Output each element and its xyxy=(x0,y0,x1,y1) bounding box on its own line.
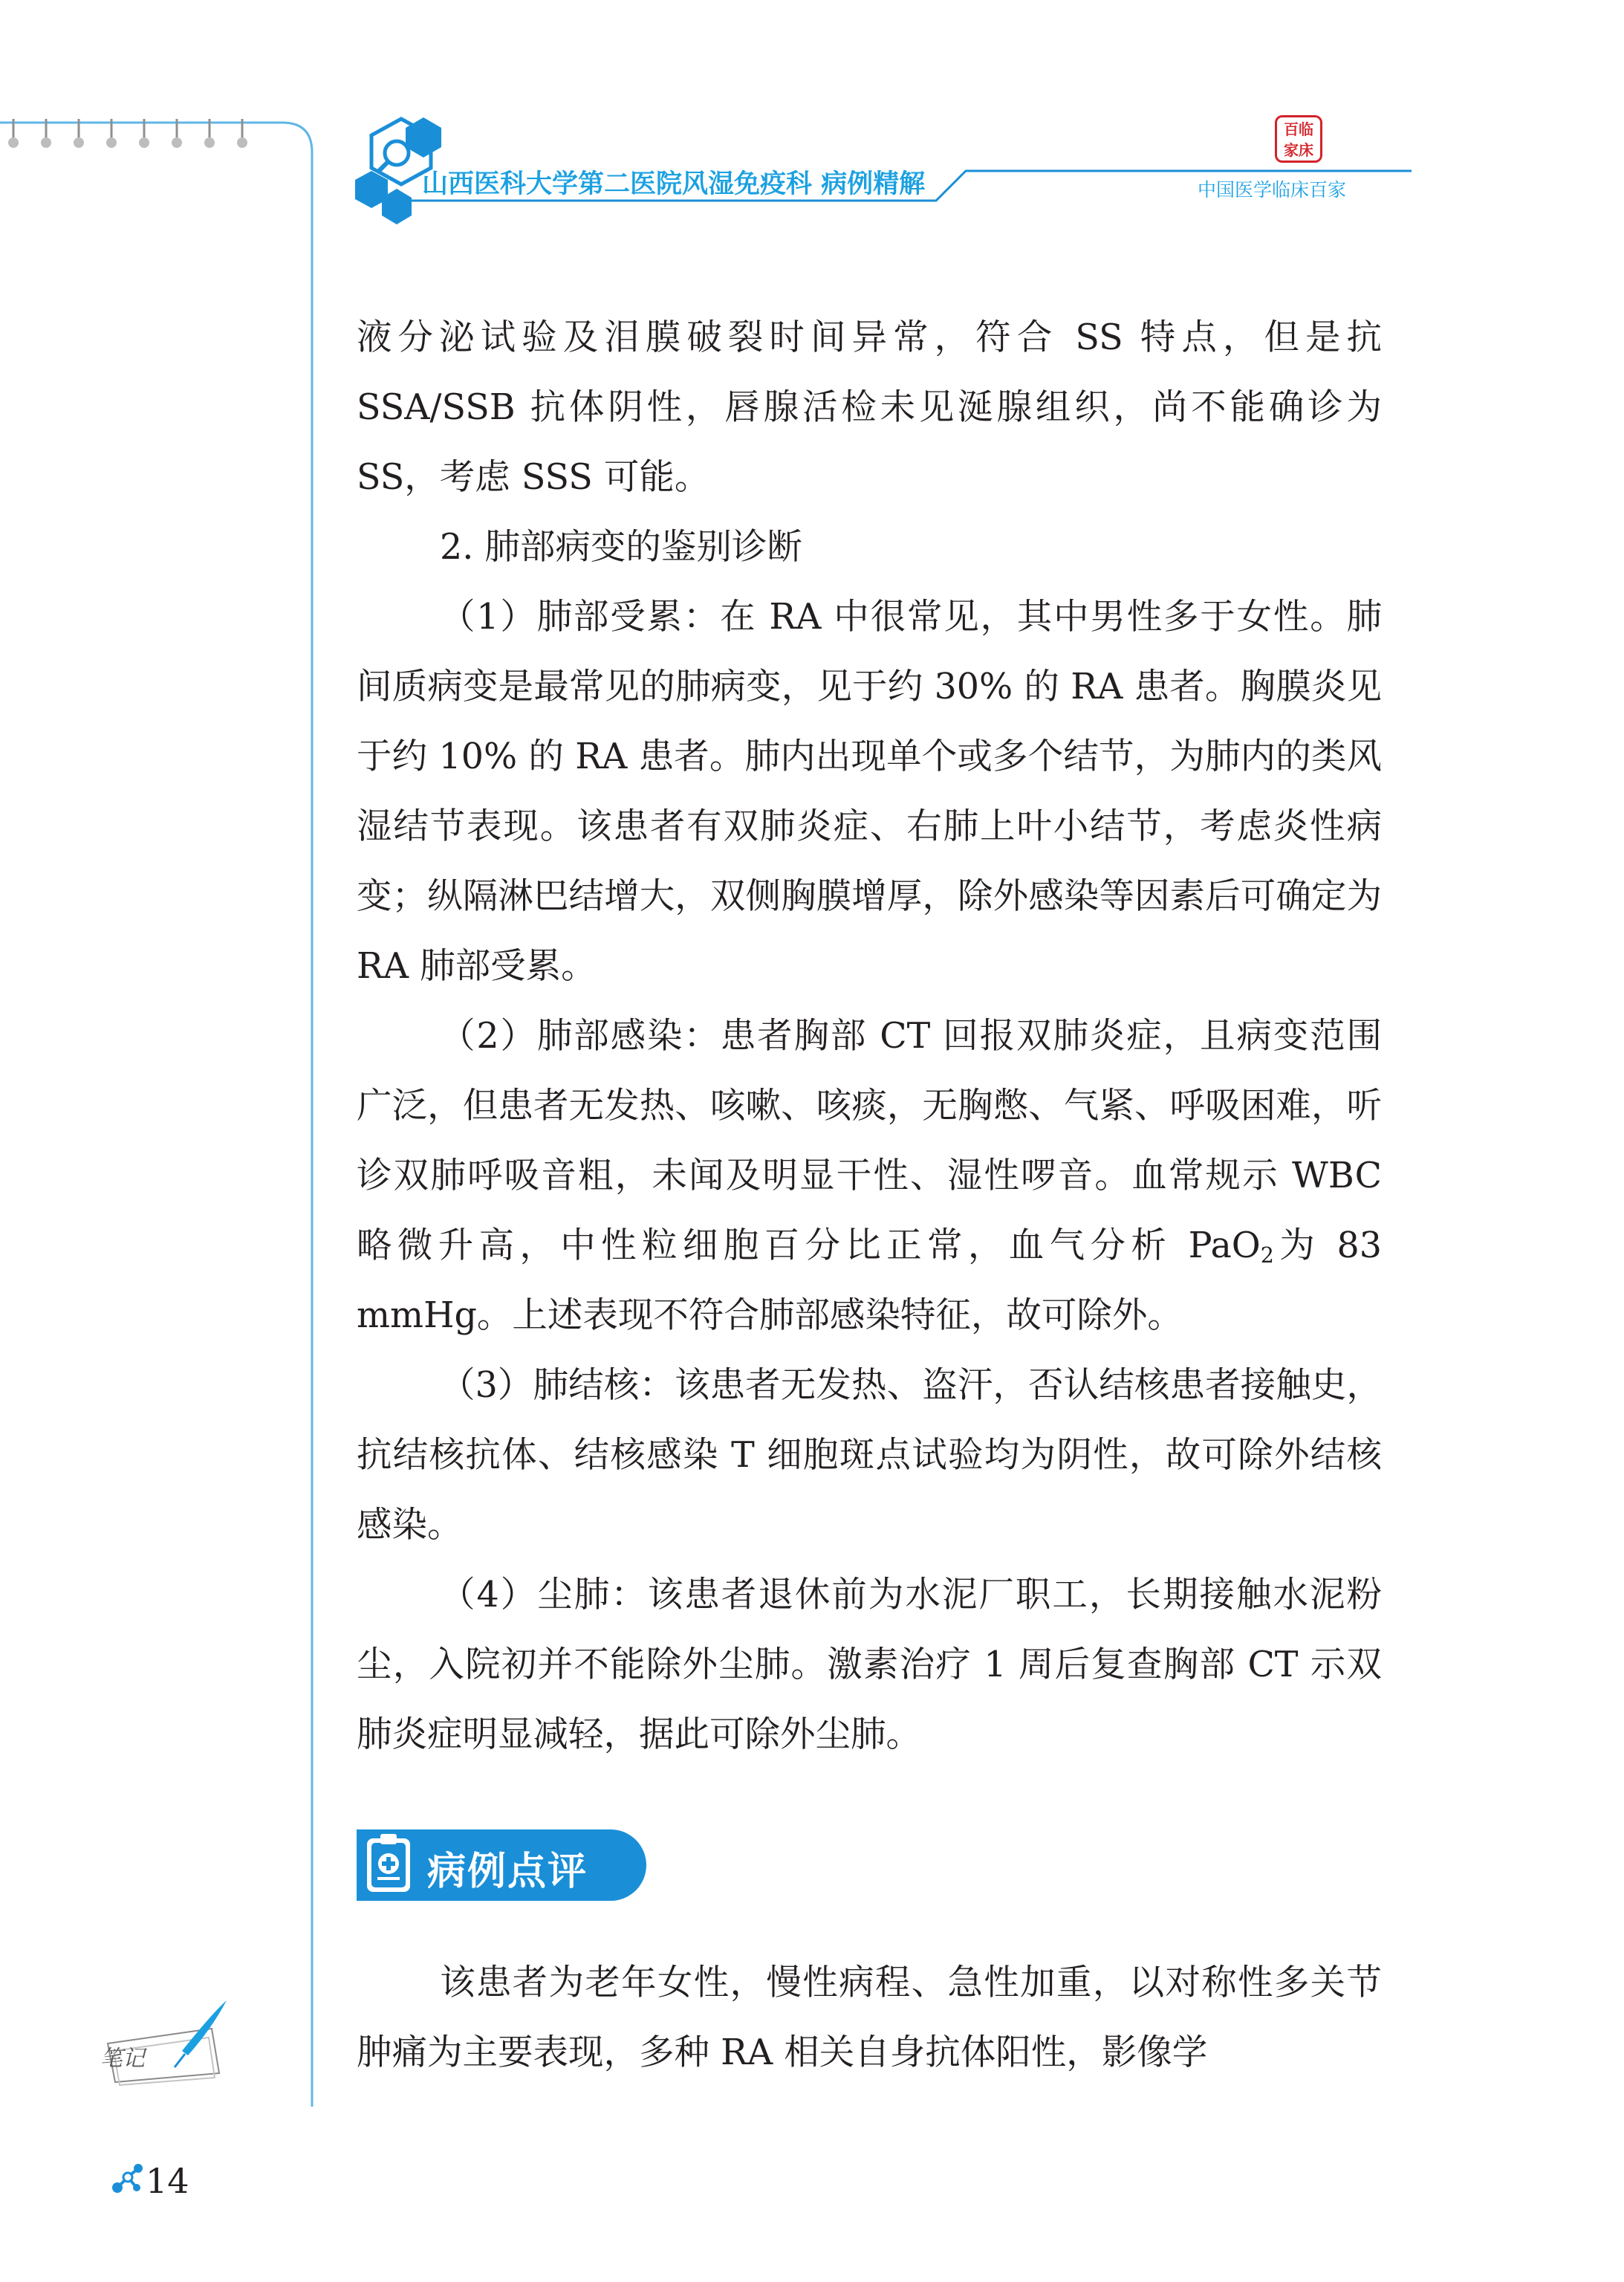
section-heading xyxy=(357,1829,646,1901)
margin-line xyxy=(0,0,327,2110)
notes-label: 笔记 xyxy=(100,2046,145,2072)
paragraph-part: 为 83 mmHg。上述表现不符合肺部感染特征，故可除外。 xyxy=(357,1225,1382,1336)
paragraph xyxy=(357,1002,1382,1351)
paragraph: （1）肺部受累：在 RA 中很常见，其中男性多于女性。肺间质病变是最常见的肺病变，见于约 30% 的 RA 患者。胸膜炎见于约 10% 的 RA 患者。肺内出现单个或多个结节，为肺内的类风湿结节表现。该患者有双肺炎症、右肺上叶小结节，考虑炎性病变；纵隔淋巴结增大，双侧胸膜增厚，除外感染等因素后可确定为 RA 肺部受累。 xyxy=(357,597,1382,987)
header-title: 山西医科大学第二医院风湿免疫科 病例精解 xyxy=(422,169,926,199)
seal-text: 百临家床 xyxy=(1284,120,1313,159)
molecule-icon xyxy=(110,2161,146,2198)
paragraph-part: （2）肺部感染：患者胸部 CT 回报双肺炎症，且病变范围广泛，但患者无发热、咳嗽、咳痰，无胸憋、气紧、呼吸困难，听诊双肺呼吸音粗，未闻及明显干性、湿性啰音。血常规示 WBC 略微升高，中性粒细胞百分比正常，血气分析 PaO xyxy=(357,1016,1382,1266)
paragraph: 该患者为老年女性，慢性病程、急性加重，以对称性多关节肿痛为主要表现，多种 RA 相关自身抗体阳性，影像学 xyxy=(357,1962,1382,2073)
paragraph: 液分泌试验及泪膜破裂时间异常，符合 SS 特点，但是抗 SSA/SSB 抗体阴性，唇腺活检未见涎腺组织，尚不能确诊为 SS，考虑 SSS 可能。 xyxy=(357,317,1382,498)
header-subtitle: 中国医学临床百家 xyxy=(1198,179,1347,201)
section-heading-label: 病例点评 xyxy=(427,1850,588,1894)
review-text xyxy=(357,1948,1382,2088)
seal-logo xyxy=(1275,115,1322,163)
main-text xyxy=(357,303,1382,1770)
section-subheading: 2. 肺部病变的鉴别诊断 xyxy=(440,527,802,568)
subscript: 2 xyxy=(1260,1243,1274,1268)
paragraph: （3）肺结核：该患者无发热、盗汗，否认结核患者接触史，抗结核抗体、结核感染 T 细胞斑点试验均为阴性，故可除外结核感染。 xyxy=(357,1365,1382,1546)
paragraph: （4）尘肺：该患者退休前为水泥厂职工，长期接触水泥粉尘，入院初并不能除外尘肺。激素治疗 1 周后复查胸部 CT 示双肺炎症明显减轻，据此可除外尘肺。 xyxy=(357,1575,1382,1755)
page-number: 14 xyxy=(146,2161,189,2201)
